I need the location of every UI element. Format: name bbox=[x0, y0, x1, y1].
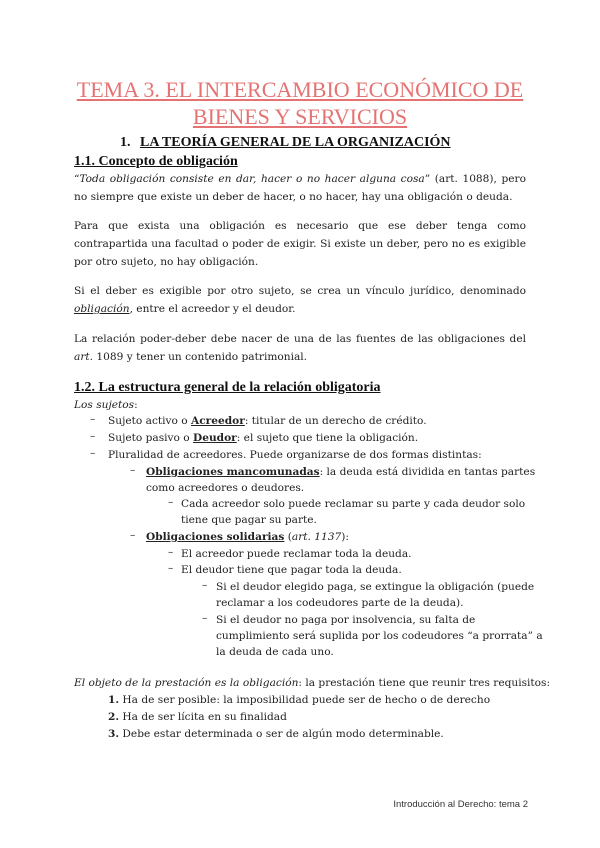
dash-marker: – bbox=[202, 579, 208, 591]
list-item-sol-a: El acreedor puede reclamar toda la deuda. bbox=[181, 548, 412, 560]
requisito-3 bbox=[108, 726, 444, 742]
text: Sujeto pasivo o bbox=[108, 432, 194, 444]
list-item-sol-b2-cont: cumplimiento será suplida por los codeudores “a prorrata” a bbox=[216, 630, 543, 642]
list-item-manc-sub: Cada acreedor solo puede reclamar su parte y cada deudor solo bbox=[181, 498, 526, 510]
dash-marker: – bbox=[168, 546, 174, 558]
list-item-sol-b1: Si el deudor elegido paga, se extingue la obligación (puede bbox=[216, 581, 535, 593]
paragraph-3-end: , entre el acreedor y el deudor. bbox=[129, 303, 296, 315]
subsection-heading-1-2: 1.2. La estructura general de la relación obligatoria bbox=[74, 380, 381, 395]
obligacion-term: obligación bbox=[74, 303, 130, 315]
text: Ha de ser lícita en su finalidad bbox=[119, 711, 287, 723]
number: 1. bbox=[108, 694, 120, 706]
page-title-line-1: TEMA 3. EL INTERCAMBIO ECONÓMICO DE bbox=[76, 77, 524, 102]
list-item-deudor bbox=[108, 430, 418, 446]
mancomunadas-term: Obligaciones mancomunadas bbox=[146, 466, 320, 478]
dash-marker: – bbox=[90, 447, 96, 459]
sujetos-heading bbox=[74, 397, 138, 413]
list-item-sol-b: El deudor tiene que pagar toda la deuda. bbox=[181, 564, 402, 576]
objeto-heading bbox=[74, 675, 550, 691]
text: ): bbox=[341, 531, 349, 543]
list-item-sol-b2: Si el deudor no paga por insolvencia, su falta de bbox=[216, 614, 476, 626]
paragraph-3 bbox=[74, 282, 526, 318]
text: Sujeto activo o bbox=[108, 415, 192, 427]
requisito-1 bbox=[108, 692, 490, 708]
subsection-heading-1-1: 1.1. Concepto de obligación bbox=[74, 154, 238, 169]
paragraph-4 bbox=[74, 330, 526, 366]
text: Ha de ser posible: la imposibilidad puede ser de hecho o de derecho bbox=[119, 694, 491, 706]
deudor-term: Deudor bbox=[193, 432, 237, 444]
sujetos-label: Los sujetos bbox=[74, 399, 135, 411]
text: Debe estar determinada o ser de algún modo determinable. bbox=[119, 728, 444, 740]
dash-marker: – bbox=[168, 496, 174, 508]
text: : la prestación tiene que reunir tres requisitos: bbox=[298, 677, 551, 689]
quote-text: Toda obligación consiste en dar, hacer o no hacer alguna cosa bbox=[79, 173, 425, 185]
page-title-line-2: BIENES Y SERVICIOS bbox=[192, 104, 408, 129]
dash-marker: – bbox=[168, 562, 174, 574]
list-item-mancomunadas-cont: como acreedores o deudores. bbox=[146, 482, 305, 494]
section-heading bbox=[120, 135, 451, 151]
text: : la deuda está dividida en tantas partes bbox=[319, 466, 536, 478]
page-footer: Introducción al Derecho: tema 2 bbox=[393, 799, 528, 810]
dash-marker: – bbox=[130, 464, 136, 476]
list-item-mancomunadas bbox=[146, 464, 535, 480]
section-number: 1. bbox=[120, 135, 131, 150]
colon: : bbox=[134, 399, 138, 411]
acreedor-term: Acreedor bbox=[191, 415, 245, 427]
list-item-pluralidad: Pluralidad de acreedores. Puede organizarse de dos formas distintas: bbox=[108, 449, 482, 461]
article-ref: art. 1137 bbox=[291, 531, 342, 543]
number: 2. bbox=[108, 711, 120, 723]
paragraph-1-text: ” (art. 1088), pero no siempre que existe un deber de hacer, o no hacer, hay una obligación o deuda. bbox=[74, 173, 526, 203]
paragraph-4-end: 1089 y tener un contenido patrimonial. bbox=[93, 351, 308, 363]
number: 3. bbox=[108, 728, 120, 740]
list-item-acreedor bbox=[108, 413, 427, 429]
list-item-solidarias bbox=[146, 529, 349, 545]
dash-marker: – bbox=[90, 413, 96, 425]
paragraph-3-text: Si el deber es exigible por otro sujeto, se crea un vínculo jurídico, denominado bbox=[74, 285, 526, 297]
section-label: LA TEORÍA GENERAL DE LA ORGANIZACIÓN bbox=[140, 135, 451, 150]
solidarias-term: Obligaciones solidarias bbox=[146, 531, 285, 543]
text: : titular de un derecho de crédito. bbox=[244, 415, 427, 427]
quote-mark: “ bbox=[74, 173, 80, 185]
list-item-sol-b1-cont: reclamar a los codeudores parte de la deuda). bbox=[216, 597, 464, 609]
paragraph-2-text: Para que exista una obligación es necesario que ese deber tenga como contrapartida una facultad o poder de exigir. Si existe un deber, pero no es exigible por otro sujeto, no hay obligación. bbox=[74, 220, 526, 268]
objeto-label: El objeto de la prestación es la obligación bbox=[74, 677, 299, 689]
list-item-manc-sub-cont: tiene que pagar su parte. bbox=[181, 514, 317, 526]
article-ref: art. bbox=[74, 351, 94, 363]
paragraph-2 bbox=[74, 217, 526, 271]
paragraph-4-text: La relación poder-deber debe nacer de una de las fuentes de las obligaciones del bbox=[74, 333, 526, 345]
requisito-2 bbox=[108, 709, 287, 725]
dash-marker: – bbox=[202, 612, 208, 624]
dash-marker: – bbox=[90, 430, 96, 442]
paragraph-1 bbox=[74, 170, 526, 206]
text: ( bbox=[284, 531, 292, 543]
list-item-sol-b2-cont2: la deuda de cada uno. bbox=[216, 646, 334, 658]
text: : el sujeto que tiene la obligación. bbox=[236, 432, 419, 444]
dash-marker: – bbox=[130, 529, 136, 541]
